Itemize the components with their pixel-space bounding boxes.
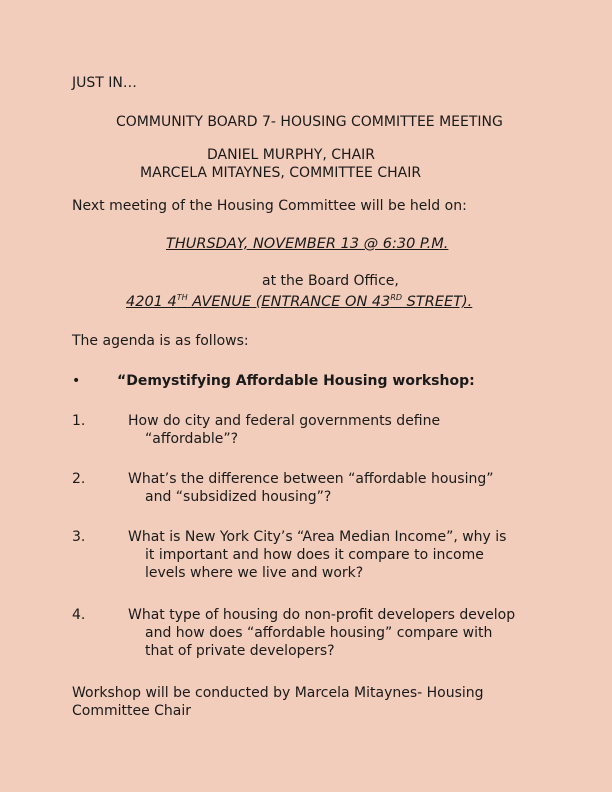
agenda-item-2-line-1: What’s the difference between “affordable housing”: [128, 471, 494, 487]
agenda-item-3-line-3: levels where we live and work?: [145, 565, 364, 581]
agenda-item-2: [128, 470, 494, 506]
agenda-item-4: [128, 606, 515, 660]
address-part-3: STREET).: [402, 294, 473, 310]
address-line: [126, 293, 472, 311]
meeting-date: THURSDAY, NOVEMBER 13 @ 6:30 P.M.: [166, 236, 449, 252]
agenda-intro: The agenda is as follows:: [72, 333, 249, 349]
committee-chair-name: MARCELA MITAYNES, COMMITTEE CHAIR: [140, 165, 422, 181]
agenda-item-3-number: 3.: [72, 529, 86, 545]
agenda-item-1-line-2: “affordable”?: [145, 431, 239, 447]
agenda-item-3: [128, 528, 506, 582]
agenda-item-1: [128, 412, 440, 448]
address-part-2: AVENUE (ENTRANCE ON 43: [187, 294, 391, 310]
chair-name: DANIEL MURPHY, CHAIR: [207, 147, 376, 163]
agenda-item-4-line-3: that of private developers?: [145, 643, 335, 659]
bullet-symbol: •: [72, 373, 81, 389]
meeting-title: COMMUNITY BOARD 7- HOUSING COMMITTEE MEETING: [116, 114, 503, 130]
agenda-item-2-line-2: and “subsidized housing”?: [145, 489, 332, 505]
location-line: at the Board Office,: [262, 273, 399, 289]
address-part-1: 4201 4: [126, 294, 177, 310]
just-in-label: JUST IN…: [72, 75, 137, 91]
agenda-item-4-line-2: and how does “affordable housing” compare with: [145, 625, 493, 641]
agenda-item-1-line-1: How do city and federal governments define: [128, 413, 441, 429]
address-sup-1: TH: [176, 293, 188, 302]
footer-line-2: Committee Chair: [72, 703, 192, 719]
agenda-item-1-number: 1.: [72, 413, 86, 429]
agenda-item-4-line-1: What type of housing do non-profit developers develop: [128, 607, 516, 623]
intro-text: Next meeting of the Housing Committee will be held on:: [72, 198, 467, 214]
footer-line-1: Workshop will be conducted by Marcela Mitaynes- Housing: [72, 685, 484, 701]
agenda-item-4-number: 4.: [72, 607, 86, 623]
workshop-title: “Demystifying Affordable Housing workshop:: [117, 373, 475, 389]
agenda-item-3-line-2: it important and how does it compare to income: [145, 547, 484, 563]
agenda-item-3-line-1: What is New York City’s “Area Median Income”, why is: [128, 529, 507, 545]
address-sup-2: RD: [390, 293, 403, 302]
agenda-item-2-number: 2.: [72, 471, 86, 487]
